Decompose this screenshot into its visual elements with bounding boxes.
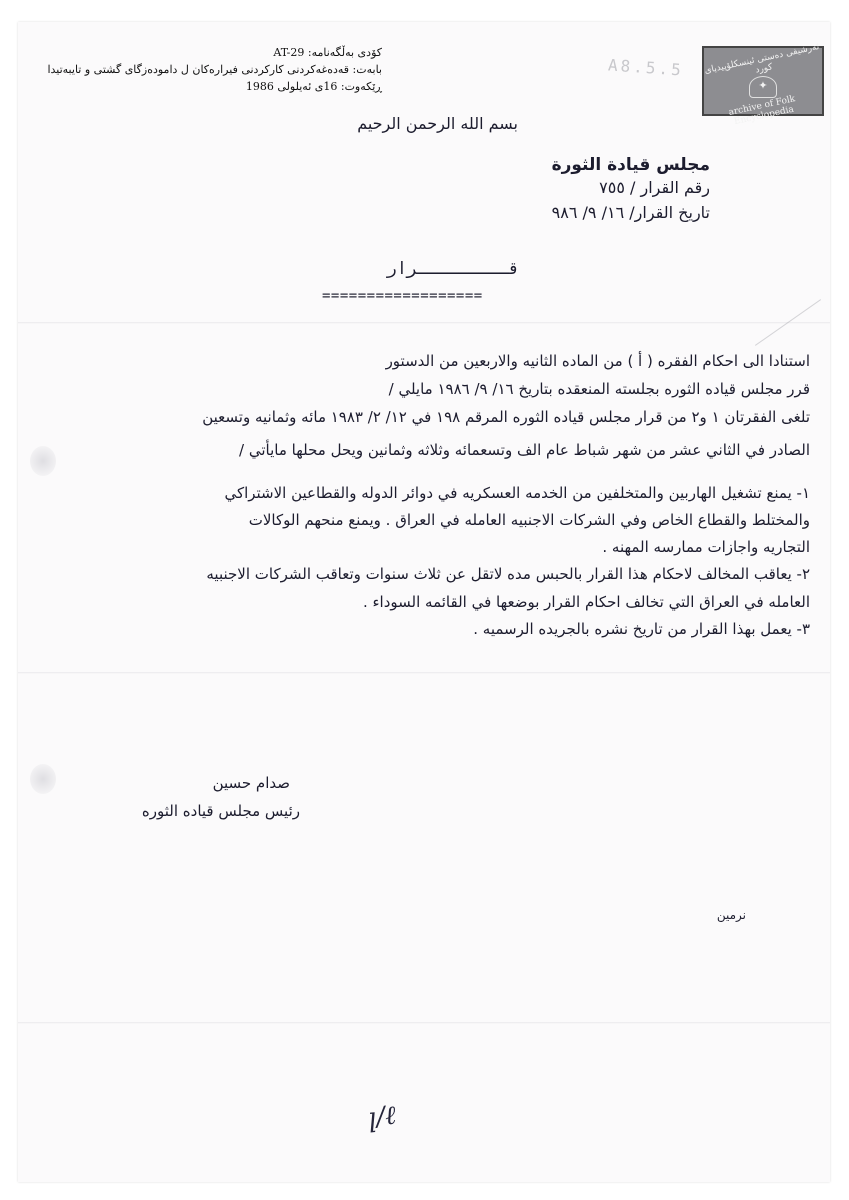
preamble-line: الصادر في الثاني عشر من شهر شباط عام الف وتسعمائه وثلاثه وثمانين ويحل محلها مايأتي / [239,441,810,459]
paper-fold [18,322,830,324]
pencil-annotation: A8.5.5 [607,55,685,80]
preamble-line: استنادا الى احكام الفقره ( أ ) من الماده الثانيه والاربعين من الدستور [385,352,810,370]
stamp-text-kurdish: ئەرشیفی دەستی ئینسکلۆپیدیای کورد [703,42,821,77]
document-subject: بابەت: قەدەغەکردنی کارکردنی فیرارەکان ل دامودەزگای گشتی و تایبەتیدا [47,63,382,76]
clause-line: والمختلط والقطاع الخاص وفي الشركات الاجنبيه العامله في العراق . ويمنع منحهم الوكالات [248,511,810,529]
issuing-council: مجلس قيادة الثورة [551,155,710,175]
document-date: ڕێکەوت: 16ی ئەیلولی 1986 [245,80,382,93]
bismillah: بسم الله الرحمن الرحيم [357,114,518,133]
handwritten-initials: ꞁ/ℓ [366,1100,398,1134]
archive-stamp [702,42,824,128]
punch-hole-mark [30,764,56,794]
clause-line: ١- يمنع تشغيل الهاربين والمتخلفين من الخدمه العسكريه في دوائر الدوله والقطاعين الاشتراكي [224,484,810,502]
paper-fold [18,1022,830,1024]
punch-hole-mark [30,446,56,476]
heading-underline: ================== [322,288,483,304]
clause-line: ٢- يعاقب المخالف لاحكام هذا القرار بالحبس مده لاتقل عن ثلاث سنوات وتعاقب الشركات الاجنبيه [206,565,810,583]
signatory-name: صدام حسين [212,774,290,792]
clause-line: التجاريه واجازات ممارسه المهنه . [602,538,810,556]
margin-note: نرمين [716,908,746,922]
stamp-text-english: archive of Folk Encyclopedia [727,94,797,128]
decision-date: تاريخ القرار/ ١٦/ ٩/ ٩٨٦ [551,203,710,222]
paper-fold [18,672,830,674]
decision-number: رقم القرار / ٧٥٥ [599,178,710,197]
signatory-title: رئيس مجلس قياده الثوره [141,802,300,820]
document-code: کۆدی بەڵگەنامە: AT-29 [273,46,382,59]
document-page [18,22,830,1182]
preamble-line: قرر مجلس قياده الثوره بجلسته المنعقده بتاريخ ١٦/ ٩/ ١٩٨٦ مايلي / [388,380,810,398]
archive-metadata [42,44,382,95]
clause-line: العامله في العراق التي تخالف احكام القرار بوضعها في القائمه السوداء . [362,593,810,611]
book-emblem-icon: ✦ [749,76,777,98]
preamble-line: تلغى الفقرتان ١ و٢ من قرار مجلس قياده الثوره المرقم ١٩٨ في ١٢/ ٢/ ١٩٨٣ مائه وثمانيه وتسعين [202,408,810,426]
clause-line: ٣- يعمل بهذا القرار من تاريخ نشره بالجريده الرسميه . [473,620,810,638]
decision-heading: قـــــــــرار [386,259,520,279]
